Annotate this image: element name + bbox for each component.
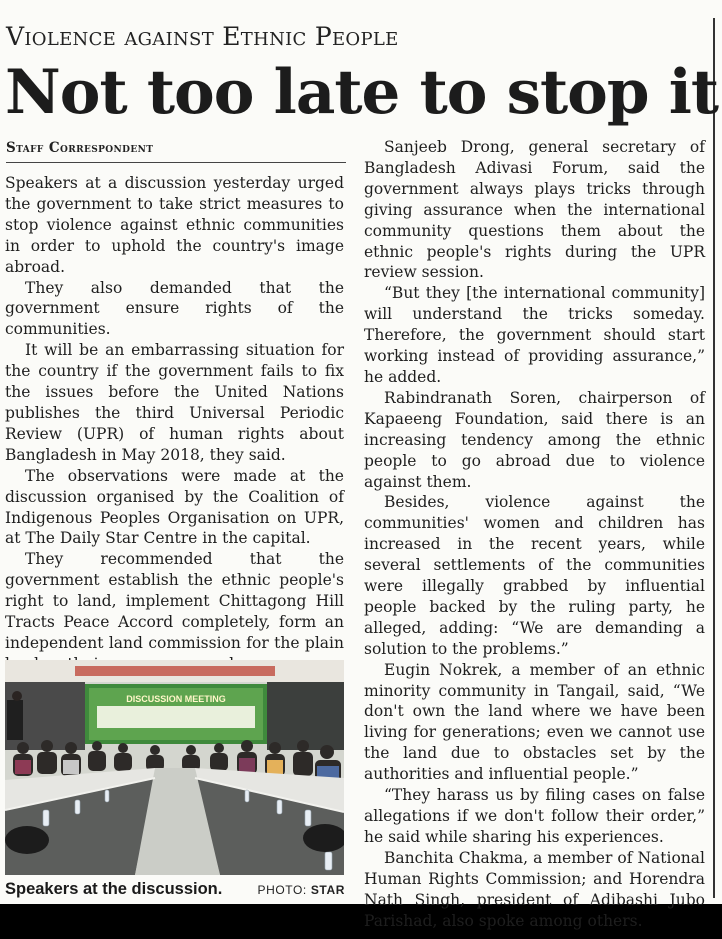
article-headline: Not too late to stop it (5, 57, 719, 128)
byline-divider (6, 162, 346, 163)
paragraph: Banchita Chakma, a member of National Human Rights Commission; and Horendra Nath Singh, president of Adibashi Jubo Parishad, also spoke among others. (364, 848, 705, 930)
paragraph: They recommended that the government establish the ethnic people's right to land, implement Chittagong Hill Tracts Peace Accord completely, form an independent land commission for the plain (5, 550, 344, 652)
paragraph: They also demanded that the government ensure rights of the communities. (5, 278, 344, 339)
paragraph: The observations were made at the discussion organised by the Coalition of Indigenous Peoples Organisation on UPR, at The Daily Star Centre in the capital. (5, 466, 344, 548)
article-column-right (364, 137, 705, 931)
paragraph: Rabindranath Soren, chairperson of Kapaeeng Foundation, said there is an increasing tendency among the ethnic people to go abroad due to violence against them. (364, 388, 705, 491)
banner-title: DISCUSSION MEETING (126, 694, 226, 704)
paragraph: Besides, violence against the communities' women and children has increased in the recent years, while several settlements of the communities were illegally grabbed by influential people backed by the ruling party, he alleged, adding: “We are demanding a solution to the problems.” (364, 493, 705, 658)
paragraph: “But they [the international community] will understand the tricks someday. Therefore, the government should start working instead of providing assurance,” he added. (364, 284, 705, 386)
article-kicker: Violence against Ethnic People (6, 22, 399, 51)
paragraph: It will be an embarrassing situation for the country if the government fails to fix the issues before the United Nations publishes the third Universal Periodic Review (UPR) of human rights about Bangladesh in May 2018, they said. (5, 341, 344, 464)
byline: Staff Correspondent (6, 140, 154, 156)
photo-caption: Speakers at the discussion. (5, 880, 223, 898)
article-column-left (5, 173, 344, 696)
photo-credit-source: STAR (310, 883, 345, 897)
column-rule (713, 18, 715, 898)
photo-credit-label: PHOTO: (257, 883, 307, 897)
paragraph: Speakers at a discussion yesterday urged the government to take strict measures to stop violence against ethnic communities in order to uphold the country's image abroad. (5, 174, 344, 276)
photo-caption-bar (5, 878, 345, 900)
paragraph: “They harass us by filing cases on false allegations if we don't follow their order,” he said while sharing his experiences. (364, 786, 705, 846)
paragraph: Eugin Nokrek, a member of an ethnic minority community in Tangail, said, “We don't own the land where we have been living for generations; even we cannot use the land due to obstacles set by the authorities and influential people.” (364, 660, 705, 784)
photo-credit (257, 881, 345, 899)
discussion-photo (5, 660, 344, 875)
paragraph: Sanjeeb Drong, general secretary of Bangladesh Adivasi Forum, said the government always plays tricks through giving assurance when the international community questions them about the ethnic people's rights during the UPR review session. (364, 138, 705, 282)
